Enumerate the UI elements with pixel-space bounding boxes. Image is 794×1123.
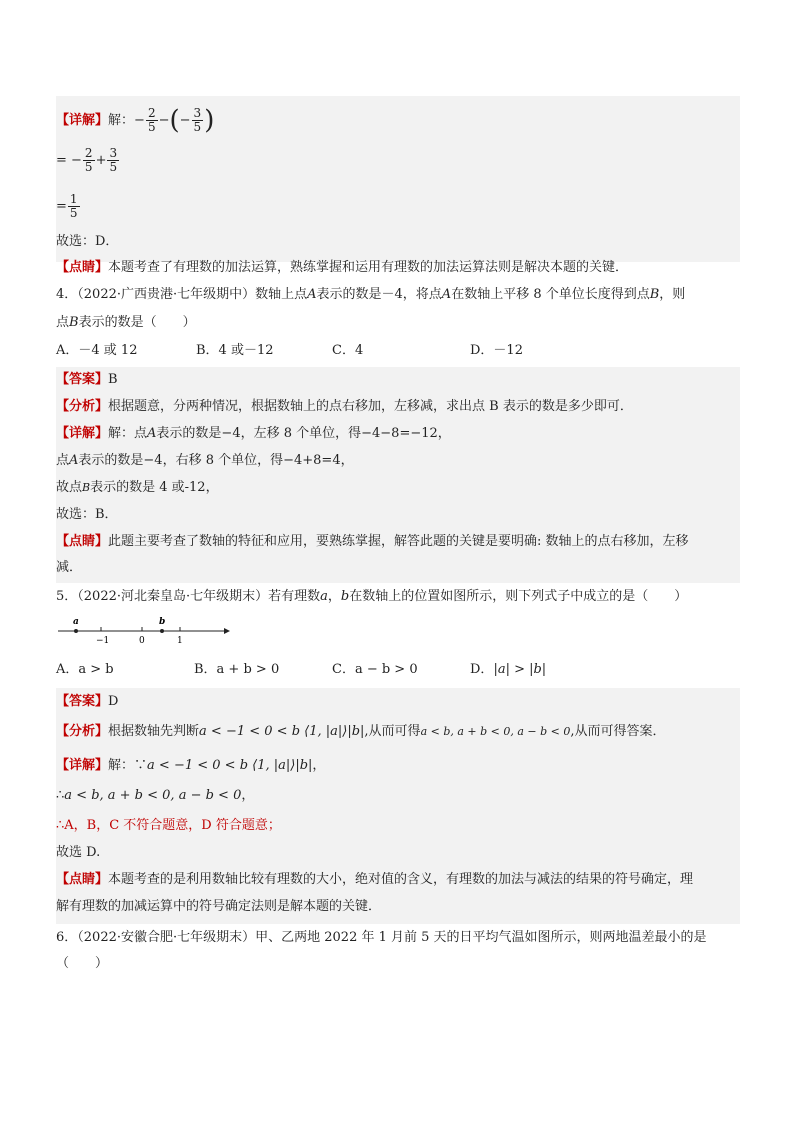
comment-tag: 【点睛】 — [56, 534, 109, 549]
detail-text: 点 — [56, 453, 70, 468]
option-d — [470, 660, 546, 680]
axis-label-0: 0 — [139, 636, 145, 644]
point-label: A — [147, 426, 157, 441]
q4-detail-2 — [56, 451, 740, 471]
q4-comment-1 — [56, 532, 740, 552]
stem-text: 4．（2022·广西贵港·七年级期中）数轴上点 — [56, 287, 308, 302]
q6-stem-line-1: 6．（2022·安徽合肥·七年级期末）甲、乙两地 2022 年 1 月前 5 天的日平均气温如图所示，则两地温差最小的是 — [56, 930, 707, 945]
q4-choice: 故选：B． — [56, 507, 118, 522]
detail-tag: 【详解】 — [56, 758, 109, 773]
analysis-tag: 【分析】 — [56, 724, 109, 739]
number-line-figure — [58, 614, 238, 644]
stem-text: 点 — [56, 315, 70, 330]
detail-text: 解：点 — [108, 426, 148, 441]
option-a: A．a > b — [56, 662, 114, 677]
right-paren: ) — [204, 105, 215, 136]
left-paren: ( — [169, 105, 180, 136]
point-label: B — [649, 287, 660, 302]
detail-line-3 — [56, 192, 740, 222]
option-a: A．－4 或 12 — [56, 343, 138, 358]
analysis-text: ,从而可得答案． — [570, 724, 666, 739]
q5-comment-1 — [56, 870, 740, 890]
stem-text: 表示的数是－4，将点 — [316, 287, 442, 302]
detail-text: 表示的数是−4，右移 8 个单位，得−4+8=4， — [78, 453, 354, 468]
axis-label-1: 1 — [177, 636, 183, 644]
q4-detail-1 — [56, 424, 740, 444]
analysis-text: 根据题意，分两种情况，根据数轴上的点右移加，左移减，求出点 B 表示的数是多少即可． — [108, 399, 633, 414]
punctuation: ， — [327, 589, 341, 604]
q5-detail-3: ∴A，B，C 不符合题意，D 符合题意； — [56, 818, 281, 833]
variable-label: b — [340, 589, 350, 604]
fraction — [146, 107, 158, 134]
point-a-marker — [74, 629, 78, 633]
q6-stem-line-2: （ ） — [56, 956, 109, 971]
detail-tag: 【详解】 — [56, 113, 109, 128]
detail-tag: 【详解】 — [56, 426, 109, 441]
detail-prefix: 解： — [108, 113, 135, 128]
q4-detail-3 — [56, 478, 740, 498]
option-math: |a| > |b| — [493, 662, 547, 677]
comment-text: 此题主要考查了数轴的特征和应用，要熟练掌握，解答此题的关键是要明确: 数轴上的点右移加，左移 — [108, 534, 689, 549]
point-label: A — [69, 453, 79, 468]
analysis-text: ,从而可得 — [364, 724, 421, 739]
comment-tag: 【点睛】 — [56, 260, 109, 275]
denominator: 5 — [147, 120, 156, 134]
operator: + — [95, 153, 107, 168]
analysis-math: a < b, a + b < 0, a − b < 0 — [420, 725, 571, 738]
numerator: 3 — [109, 146, 118, 160]
option-c: C．4 — [332, 343, 364, 358]
numerator: 3 — [193, 106, 202, 120]
comment-text: 本题考查的是利用数轴比较有理数的大小，绝对值的含义，有理数的加法与减法的结果的符号确定，理 — [108, 872, 694, 887]
stem-text: ，则 — [659, 287, 686, 302]
answer-tag: 【答案】 — [56, 694, 109, 709]
q5-analysis — [56, 722, 740, 742]
axis-arrow-icon — [224, 628, 230, 634]
detail-math: a < −1 < 0 < b ⟨1, |a|⟩|b| — [147, 758, 313, 773]
q4-stem-line-1 — [56, 285, 740, 305]
q4-answer — [56, 370, 740, 390]
point-label: A — [441, 287, 452, 302]
q4-analysis — [56, 397, 740, 417]
point-b-marker — [160, 629, 164, 633]
detail-text: 解：∵ — [108, 758, 148, 773]
stem-text: 在数轴上的位置如图所示，则下列式子中成立的是（ ） — [349, 589, 688, 604]
detail-text: 表示的数是−4，左移 8 个单位，得−4−8=−12， — [156, 426, 451, 441]
analysis-tag: 【分析】 — [56, 399, 109, 414]
detail-text: ， — [312, 758, 326, 773]
choice-line: 故选：D． — [56, 234, 119, 249]
detail-math: a < b, a + b < 0, a − b < 0 — [64, 788, 242, 803]
detail-text: ∴ — [56, 788, 65, 803]
numerator: 1 — [69, 192, 78, 206]
point-label: B — [82, 481, 91, 494]
point-label: A — [307, 287, 317, 302]
stem-text: 在数轴上平移 8 个单位长度得到点 — [451, 287, 650, 302]
denominator: 5 — [84, 160, 93, 174]
detail-line-1 — [56, 106, 740, 136]
equals-sign: = — [56, 199, 67, 214]
option-letter: D． — [470, 662, 494, 677]
option-b: B．a + b > 0 — [194, 662, 280, 677]
denominator: 5 — [69, 206, 78, 220]
analysis-math: a < −1 < 0 < b ⟨1, |a|⟩|b| — [199, 724, 365, 739]
answer-text: D — [108, 694, 119, 709]
answer-tag: 【答案】 — [56, 372, 109, 387]
stem-text: 5．（2022·河北秦皇岛·七年级期末）若有理数 — [56, 589, 321, 604]
fraction — [68, 193, 80, 220]
fraction — [192, 107, 204, 134]
q5-choice: 故选 D. — [56, 845, 101, 860]
option-c: C．a − b > 0 — [332, 662, 418, 677]
denominator: 5 — [109, 160, 118, 174]
axis-label-a: a — [73, 617, 79, 627]
option-d: D．－12 — [470, 343, 523, 358]
q5-detail-2 — [56, 786, 740, 806]
option-b: B．4 或－12 — [196, 343, 274, 358]
stem-text: 表示的数是（ ） — [78, 315, 196, 330]
comment-text: 本题考查了有理数的加法运算，熟练掌握和运用有理数的加法运算法则是解决本题的关键． — [108, 260, 629, 275]
q5-detail-1 — [56, 756, 740, 776]
numerator: 2 — [84, 146, 93, 160]
denominator: 5 — [193, 120, 202, 134]
q4-stem-line-2 — [56, 313, 740, 333]
comment-line — [56, 258, 740, 278]
numerator: 2 — [147, 106, 156, 120]
detail-text: 故点 — [56, 480, 83, 495]
detail-text: 表示的数是 4 或-12， — [90, 480, 219, 495]
q5-stem — [56, 587, 740, 607]
detail-line-2 — [56, 146, 740, 176]
axis-label-b: b — [159, 617, 166, 627]
point-label: B — [69, 315, 79, 330]
minus-sign: − — [134, 113, 145, 128]
q5-comment-2: 解有理数的加减运算中的符号确定法则是解本题的关键． — [56, 899, 382, 914]
fraction — [83, 147, 95, 174]
axis-label-minus1: −1 — [96, 636, 110, 644]
variable-label: a — [320, 589, 328, 604]
answer-text: B — [108, 372, 118, 387]
q5-answer — [56, 692, 740, 712]
detail-text: ， — [241, 788, 255, 803]
minus-sign: − — [179, 113, 191, 128]
equals-sign: = − — [56, 153, 82, 168]
operator: − — [158, 113, 170, 128]
fraction — [107, 147, 119, 174]
q4-comment-2: 减． — [56, 560, 83, 575]
analysis-text: 根据数轴先判断 — [108, 724, 200, 739]
comment-tag: 【点睛】 — [56, 872, 109, 887]
